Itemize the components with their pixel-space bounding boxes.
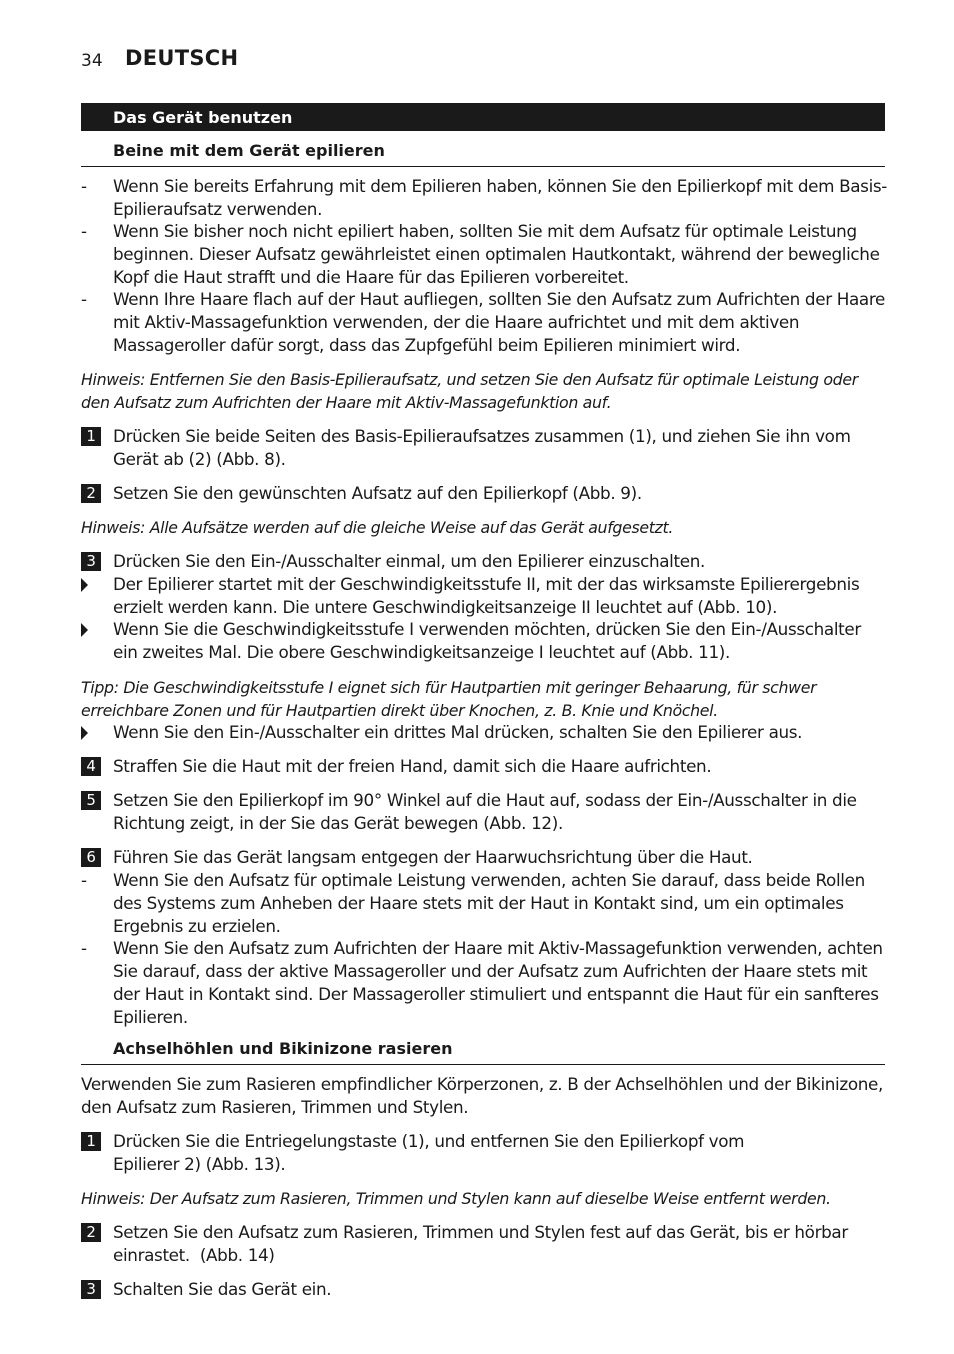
list-item-text: Wenn Sie bereits Erfahrung mit dem Epilieren haben, können Sie den Epilierkopf mit dem Basis-Epilieraufsatz verwenden. [113,176,887,219]
note: Hinweis: Entfernen Sie den Basis-Epilieraufsatz, und setzen Sie den Aufsatz für optimale Leistung oder den Aufsatz zum Aufrichten der Haare mit Aktiv-Massagefunktion auf. [81,370,858,412]
step-number: 1 [81,1132,101,1151]
result-text: Der Epilierer startet mit der Geschwindigkeitsstufe II, mit der das wirksamste Epilierergebnis erzielt werden kann. Die untere Geschwindigkeitsanzeige II leuchtet auf (Abb. 10). [113,574,860,617]
step-number: 3 [81,1280,101,1299]
step-text: Schalten Sie das Gerät ein. [113,1279,332,1299]
section-title: Das Gerät benutzen [113,108,293,127]
dash-marker: - [81,938,87,958]
page-number: 34 [81,51,103,71]
note: Hinweis: Der Aufsatz zum Rasieren, Trimmen und Stylen kann auf dieselbe Weise entfernt werden. [81,1189,831,1208]
dash-marker: - [81,289,87,309]
step-number: 1 [81,427,101,446]
list-item-text: Wenn Sie den Aufsatz zum Aufrichten der Haare mit Aktiv-Massagefunktion verwenden, achten Sie darauf, dass der aktive Massageroller und der Aufsatz zum Aufrichten der Haare stets mit der Haut in Kontakt sind. Der Massageroller stimuliert und entspannt die Haut für ein sanfteres Epilieren. [113,938,883,1027]
arrow-right-icon [81,726,88,740]
step-number: 5 [81,791,101,810]
tip: Tipp: Die Geschwindigkeitsstufe I eignet sich für Hautpartien mit geringer Behaarung, für schwer erreichbare Zonen und für Hautpartien direkt über Knochen, z. B. Knie und Knöchel. [81,678,817,720]
dash-marker: - [81,221,87,241]
dash-marker: - [81,176,87,196]
language-heading: DEUTSCH [125,46,239,70]
list-item-text: Wenn Ihre Haare flach auf der Haut aufliegen, sollten Sie den Aufsatz zum Aufrichten der Haare mit Aktiv-Massagefunktion verwenden, der die Haare aufrichtet und mit dem aktiven Massageroller dafür sorgt, dass das Zupfgefühl beim Epilieren minimiert wird. [113,289,886,355]
subsection-heading [81,141,885,167]
subsection-title: Achselhöhlen und Bikinizone rasieren [113,1039,453,1058]
dash-marker: - [81,870,87,890]
arrow-right-icon [81,623,88,637]
step-number: 6 [81,848,101,867]
step-text: Setzen Sie den gewünschten Aufsatz auf den Epilierkopf (Abb. 9). [113,483,642,503]
subsection-title: Beine mit dem Gerät epilieren [113,141,385,160]
step-text: Setzen Sie den Epilierkopf im 90° Winkel auf die Haut auf, sodass der Ein-/Ausschalter in die Richtung zeigt, in der Sie das Gerät bewegen (Abb. 12). [113,790,857,833]
step-text: Drücken Sie beide Seiten des Basis-Epilieraufsatzes zusammen (1), und ziehen Sie ihn vom Gerät ab (2) (Abb. 8). [113,426,851,469]
step-text: Straffen Sie die Haut mit der freien Hand, damit sich die Haare aufrichten. [113,756,712,776]
result-text: Wenn Sie den Ein-/Ausschalter ein drittes Mal drücken, schalten Sie den Epilierer aus. [113,722,803,742]
list-item-text: Wenn Sie bisher noch nicht epiliert haben, sollten Sie mit dem Aufsatz für optimale Leistung beginnen. Dieser Aufsatz gewährleistet einen optimalen Hautkontakt, während der bewegliche Kopf die Haut strafft und die Haare für das Epilieren vorbereitet. [113,221,880,287]
step-number: 2 [81,1223,101,1242]
step-number: 2 [81,484,101,503]
step-text: Führen Sie das Gerät langsam entgegen der Haarwuchsrichtung über die Haut. [113,847,753,867]
section-title-bar [81,103,885,131]
arrow-right-icon [81,578,88,592]
step-number: 3 [81,552,101,571]
subsection-heading [81,1039,885,1065]
note: Hinweis: Alle Aufsätze werden auf die gleiche Weise auf das Gerät aufgesetzt. [81,518,674,537]
list-item-text: Wenn Sie den Aufsatz für optimale Leistung verwenden, achten Sie darauf, dass beide Rollen des Systems zum Anheben der Haare stets mit der Haut in Kontakt sind, um ein optimales Ergebnis zu erzielen. [113,870,865,936]
step-text: Setzen Sie den Aufsatz zum Rasieren, Trimmen und Stylen fest auf das Gerät, bis er hörbar einrastet. (Abb. 14) [113,1222,853,1265]
intro-paragraph: Verwenden Sie zum Rasieren empfindlicher Körperzonen, z. B der Achselhöhlen und der Bikinizone, den Aufsatz zum Rasieren, Trimmen und Stylen. [81,1074,883,1117]
step-number: 4 [81,757,101,776]
step-text: Drücken Sie die Entriegelungstaste (1), und entfernen Sie den Epilierkopf vom Epilierer 2) (Abb. 13). [113,1131,745,1174]
result-text: Wenn Sie die Geschwindigkeitsstufe I verwenden möchten, drücken Sie den Ein-/Ausschalter ein zweites Mal. Die obere Geschwindigkeitsanzeige I leuchtet auf (Abb. 11). [113,619,861,662]
step-text: Drücken Sie den Ein-/Ausschalter einmal, um den Epilierer einzuschalten. [113,551,705,571]
